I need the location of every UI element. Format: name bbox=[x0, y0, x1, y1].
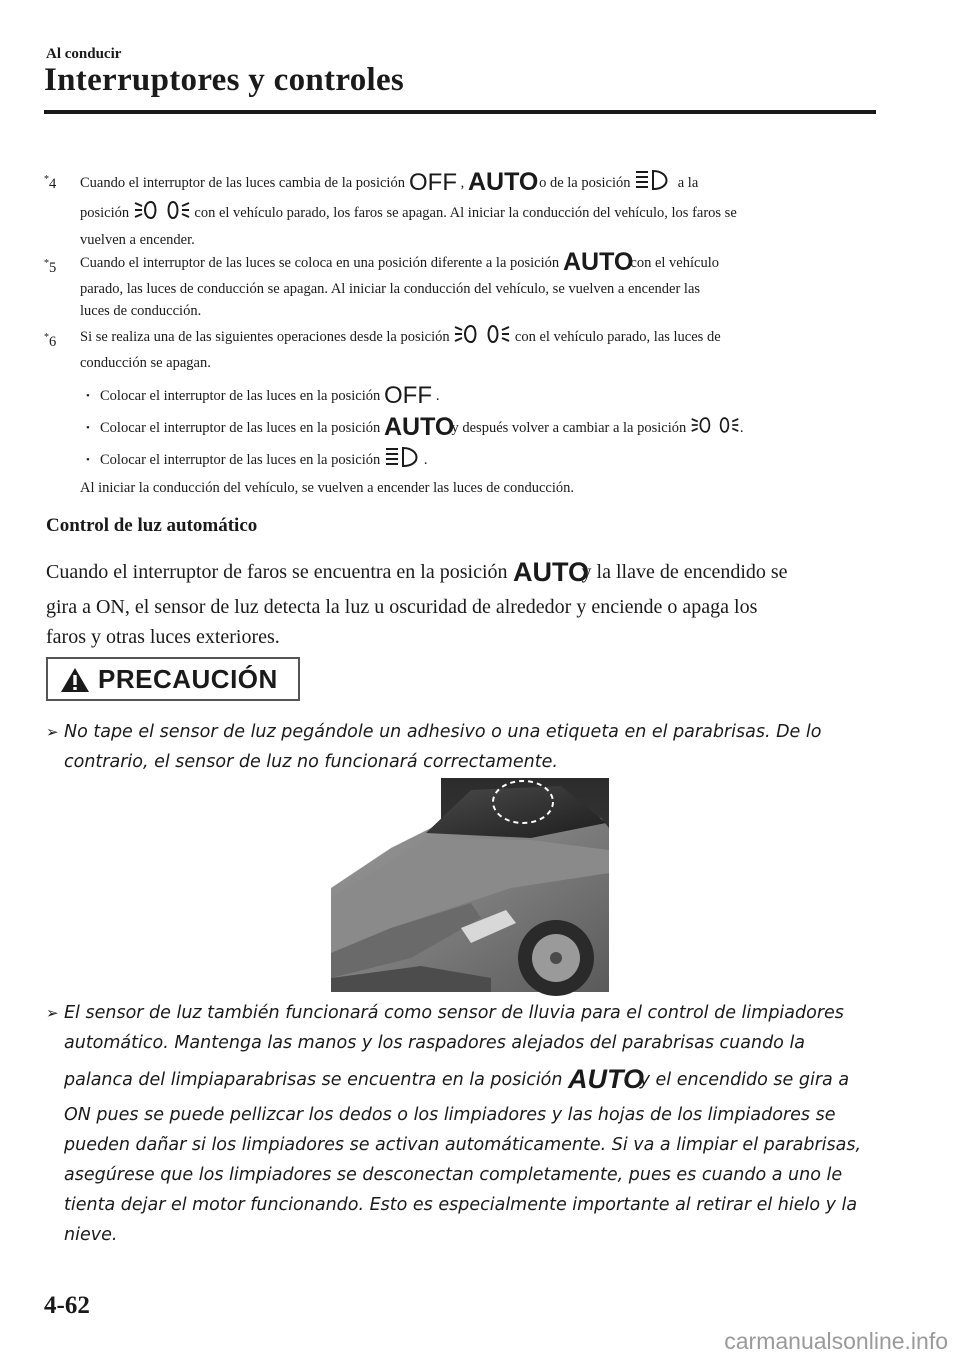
svg-text:AUTO: AUTO bbox=[512, 557, 589, 587]
page-title: Interruptores y controles bbox=[44, 62, 405, 98]
operations-list bbox=[86, 380, 886, 476]
caution-label: PRECAUCIÓN bbox=[98, 664, 278, 694]
auto-icon bbox=[512, 557, 589, 592]
position-lights-icon bbox=[690, 413, 740, 449]
title-rule bbox=[44, 110, 876, 114]
footnote-6: *6 Si se realiza una de las siguientes operaciones desde la posición con el vehículo parado, las luces de conducción se apagan. bbox=[44, 322, 884, 374]
watermark: carmanualsonline.info bbox=[724, 1328, 948, 1354]
list-item: • Colocar el interruptor de las luces en la posición OFF . bbox=[86, 380, 886, 412]
page-number: 4-62 bbox=[44, 1292, 90, 1319]
warning-icon bbox=[60, 667, 90, 698]
body-paragraph: Cuando el interruptor de faros se encuentra en la posición AUTO y la llave de encendido se gira a ON, el sensor de luz detecta la luz u oscuridad de alrededor y enciende o apaga los faros y otras luces exteriores. bbox=[46, 557, 788, 648]
svg-text:OFF: OFF bbox=[408, 169, 457, 196]
car-sensor-figure bbox=[331, 778, 609, 992]
footnote-number: *6 bbox=[44, 332, 57, 350]
caution-item: ➢ No tape el sensor de luz pegándole un adhesivo o una etiqueta en el parabrisas. De lo contrario, el sensor de luz no funcionará correctamente. bbox=[46, 717, 886, 777]
svg-text:AUTO: AUTO bbox=[467, 168, 539, 196]
svg-text:OFF: OFF bbox=[383, 382, 432, 409]
section-heading: Control de luz automático bbox=[46, 515, 258, 536]
auto-icon bbox=[568, 1064, 645, 1100]
caution-box bbox=[46, 657, 300, 701]
svg-text:AUTO: AUTO bbox=[562, 248, 634, 276]
footnote-4: *4 Cuando el interruptor de las luces cambia de la posición OFF , AUTO , o de la posición a la posición con el vehículo parado, los faros se apagan. Al iniciar la conducción del vehículo, los faros se vuelven a encender. bbox=[44, 168, 737, 248]
footnote-6-tail: Al iniciar la conducción del vehículo, se vuelven a encender las luces de conducción. bbox=[80, 480, 575, 496]
footnote-number: *4 bbox=[44, 174, 57, 192]
footnote-number: *5 bbox=[44, 258, 57, 276]
svg-text:AUTO: AUTO bbox=[383, 413, 455, 441]
caution-item: ➢ El sensor de luz también funcionará como sensor de lluvia para el control de limpiadores automático. Mantenga las manos y los raspadores alejados del parabrisas cuando la palanca del limpiaparabrisas se encuentra en la posición AUTO y el encendido se gira a ON pues se puede pellizcar los dedos o los limpiadores y las hojas de los limpiadores se pueden dañar si los limpiadores se activan automáticamente. Si va a limpiar el parabrisas, asegúrese que los limpiadores se desconectan completamente, pues es cuando a uno le tienta dejar el motor funcionando. Esto es especialmente importante al retirar el hielo y la nieve. bbox=[46, 998, 886, 1250]
arrow-bullet-icon: ➢ bbox=[46, 1004, 59, 1022]
position-lights-icon bbox=[453, 322, 511, 357]
section-label: Al conducir bbox=[46, 46, 122, 62]
list-item: • Colocar el interruptor de las luces en la posición . bbox=[86, 444, 886, 476]
list-item: • Colocar el interruptor de las luces en la posición AUTO y después volver a cambiar a la posición . bbox=[86, 412, 886, 444]
headlight-high-icon bbox=[384, 445, 424, 481]
svg-text:AUTO: AUTO bbox=[568, 1064, 645, 1094]
footnote-5: *5 Cuando el interruptor de las luces se coloca en una posición diferente a la posición AUTO con el vehículo parado, las luces de conducción se apagan. Al iniciar la conducción del vehículo, se vuelven a encender las luces de conducción. bbox=[44, 248, 719, 319]
arrow-bullet-icon: ➢ bbox=[46, 723, 59, 741]
